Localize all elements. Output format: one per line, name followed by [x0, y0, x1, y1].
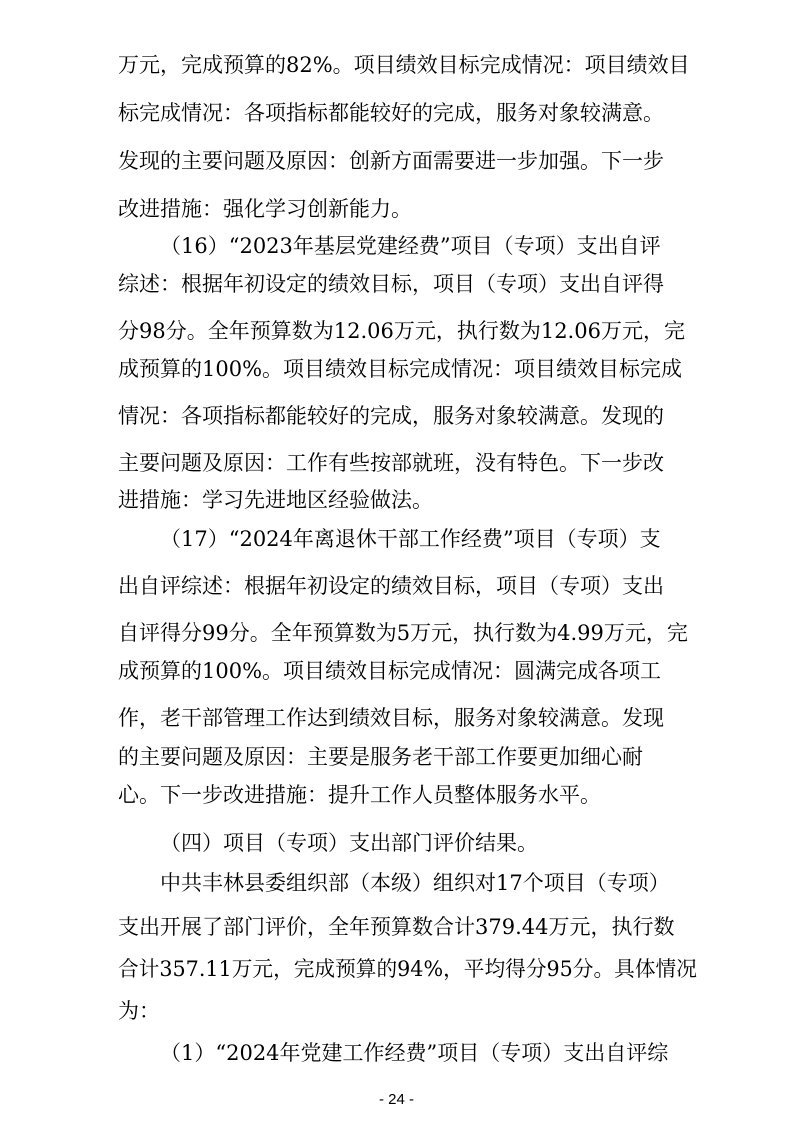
text-line: 标完成情况：各项指标都能较好的完成，服务对象较满意。: [118, 101, 664, 125]
text-line: 心。下一步改进措施：提升工作人员整体服务水平。: [118, 783, 601, 807]
text-line: 万元，完成预算的82%。项目绩效目标完成情况：项目绩效目: [118, 53, 690, 77]
text-line: （1）“2024年党建工作经费”项目（专项）支出自评综: [160, 1041, 669, 1065]
text-line: 情况：各项指标都能较好的完成，服务对象较满意。发现的: [118, 404, 664, 428]
text-line: 的主要问题及原因：主要是服务老干部工作要更加细心耐: [118, 745, 643, 769]
text-line: 改进措施：强化学习创新能力。: [118, 197, 412, 221]
text-line: （17）“2024年离退休干部工作经费”项目（专项）支: [160, 527, 661, 551]
text-line: 中共丰林县委组织部（本级）组织对17个项目（专项）: [160, 871, 670, 895]
text-line: 分98分。全年预算数为12.06万元，执行数为12.06万元，完: [118, 319, 685, 343]
text-line: （16）“2023年基层党建经费”项目（专项）支出自评: [160, 234, 661, 258]
text-line: 为：: [118, 999, 160, 1023]
text-line: 作，老干部管理工作达到绩效目标，服务对象较满意。发现: [118, 706, 664, 730]
text-line: 主要问题及原因：工作有些按部就班，没有特色。下一步改: [118, 451, 664, 475]
text-line: 综述：根据年初设定的绩效目标，项目（专项）支出自评得: [118, 272, 664, 296]
text-line: （四）项目（专项）支出部门评价结果。: [160, 831, 538, 855]
text-line: 支出开展了部门评价，全年预算数合计379.44万元，执行数: [118, 915, 675, 939]
text-line: 成预算的100%。项目绩效目标完成情况：圆满完成各项工: [118, 659, 662, 683]
text-line: 出自评综述：根据年初设定的绩效目标，项目（专项）支出: [118, 574, 664, 598]
text-line: 自评得分99分。全年预算数为5万元，执行数为4.99万元，完: [118, 621, 688, 645]
text-line: 合计357.11万元，完成预算的94%，平均得分95分。具体情况: [118, 957, 697, 981]
text-line: 成预算的100%。项目绩效目标完成情况：项目绩效目标完成: [118, 357, 683, 381]
text-line: 进措施：学习先进地区经验做法。: [118, 488, 433, 512]
text-line: 发现的主要问题及原因：创新方面需要进一步加强。下一步: [118, 149, 664, 173]
page-number: - 24 -: [378, 1091, 414, 1108]
